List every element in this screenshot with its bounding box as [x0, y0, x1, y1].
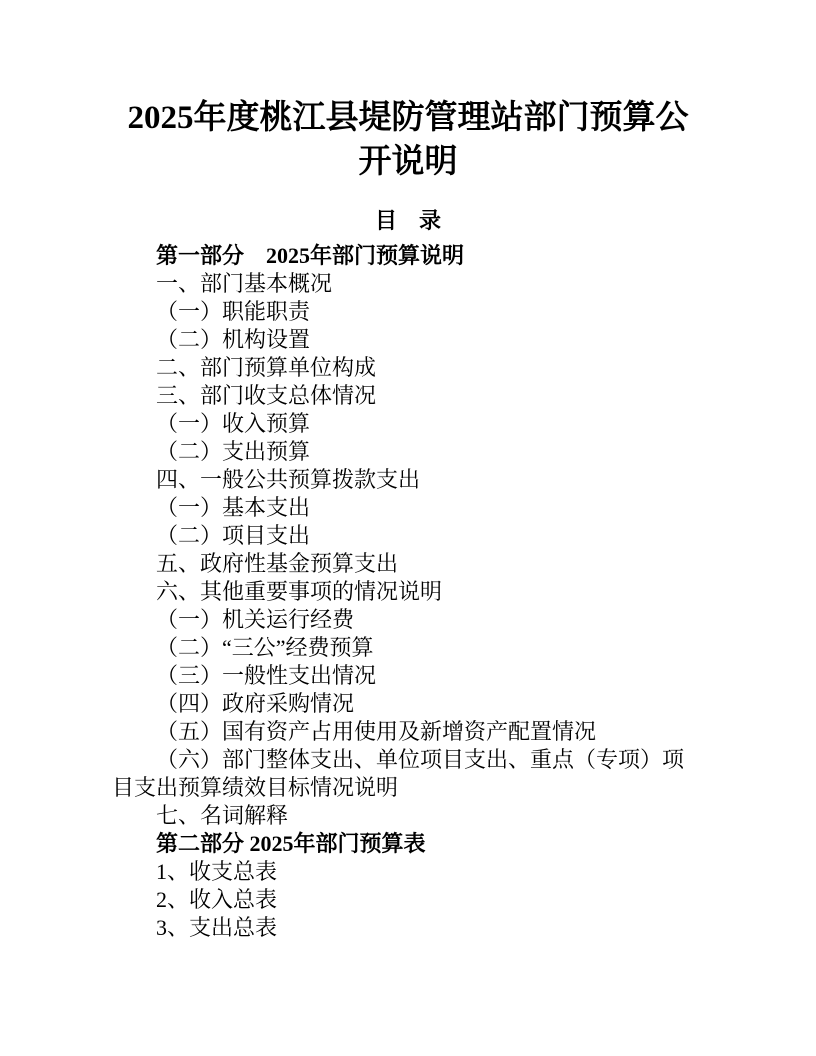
toc-item: （一）基本支出	[156, 495, 311, 520]
toc-item: 六、其他重要事项的情况说明	[156, 579, 443, 604]
toc-item: 2、收入总表	[156, 887, 278, 912]
toc-item: 七、名词解释	[156, 803, 289, 828]
toc-item: 二、部门预算单位构成	[156, 355, 377, 380]
toc-item: 1、收支总表	[156, 859, 278, 884]
toc-item: （六）部门整体支出、单位项目支出、重点（专项）项目支出预算绩效目标情况说明	[112, 747, 685, 800]
toc-item: （五）国有资产占用使用及新增资产配置情况	[156, 719, 597, 744]
toc-item: 一、部门基本概况	[156, 271, 333, 296]
toc-part-1-heading: 第一部分 2025年部门预算说明	[156, 243, 465, 268]
toc-item: 五、政府性基金预算支出	[156, 551, 399, 576]
toc-item: 四、一般公共预算拨款支出	[156, 467, 421, 492]
toc-heading: 目 录	[374, 208, 441, 233]
toc-item: （二）“三公”经费预算	[156, 635, 374, 660]
toc-item: （四）政府采购情况	[156, 691, 355, 716]
toc-item: 三、部门收支总体情况	[156, 383, 377, 408]
toc-item: （三）一般性支出情况	[156, 663, 377, 688]
toc-item: （二）项目支出	[156, 523, 311, 548]
document-title: 2025年度桃江县堤防管理站部门预算公开说明	[127, 100, 689, 180]
toc-item: （二）支出预算	[156, 439, 311, 464]
toc-item: 3、支出总表	[156, 915, 278, 940]
toc-item: （二）机构设置	[156, 327, 311, 352]
toc-item: （一）职能职责	[156, 299, 311, 324]
toc-part-2-heading: 第二部分 2025年部门预算表	[156, 831, 426, 856]
table-of-contents	[112, 242, 704, 942]
toc-item: （一）收入预算	[156, 411, 311, 436]
toc-item: （一）机关运行经费	[156, 607, 355, 632]
